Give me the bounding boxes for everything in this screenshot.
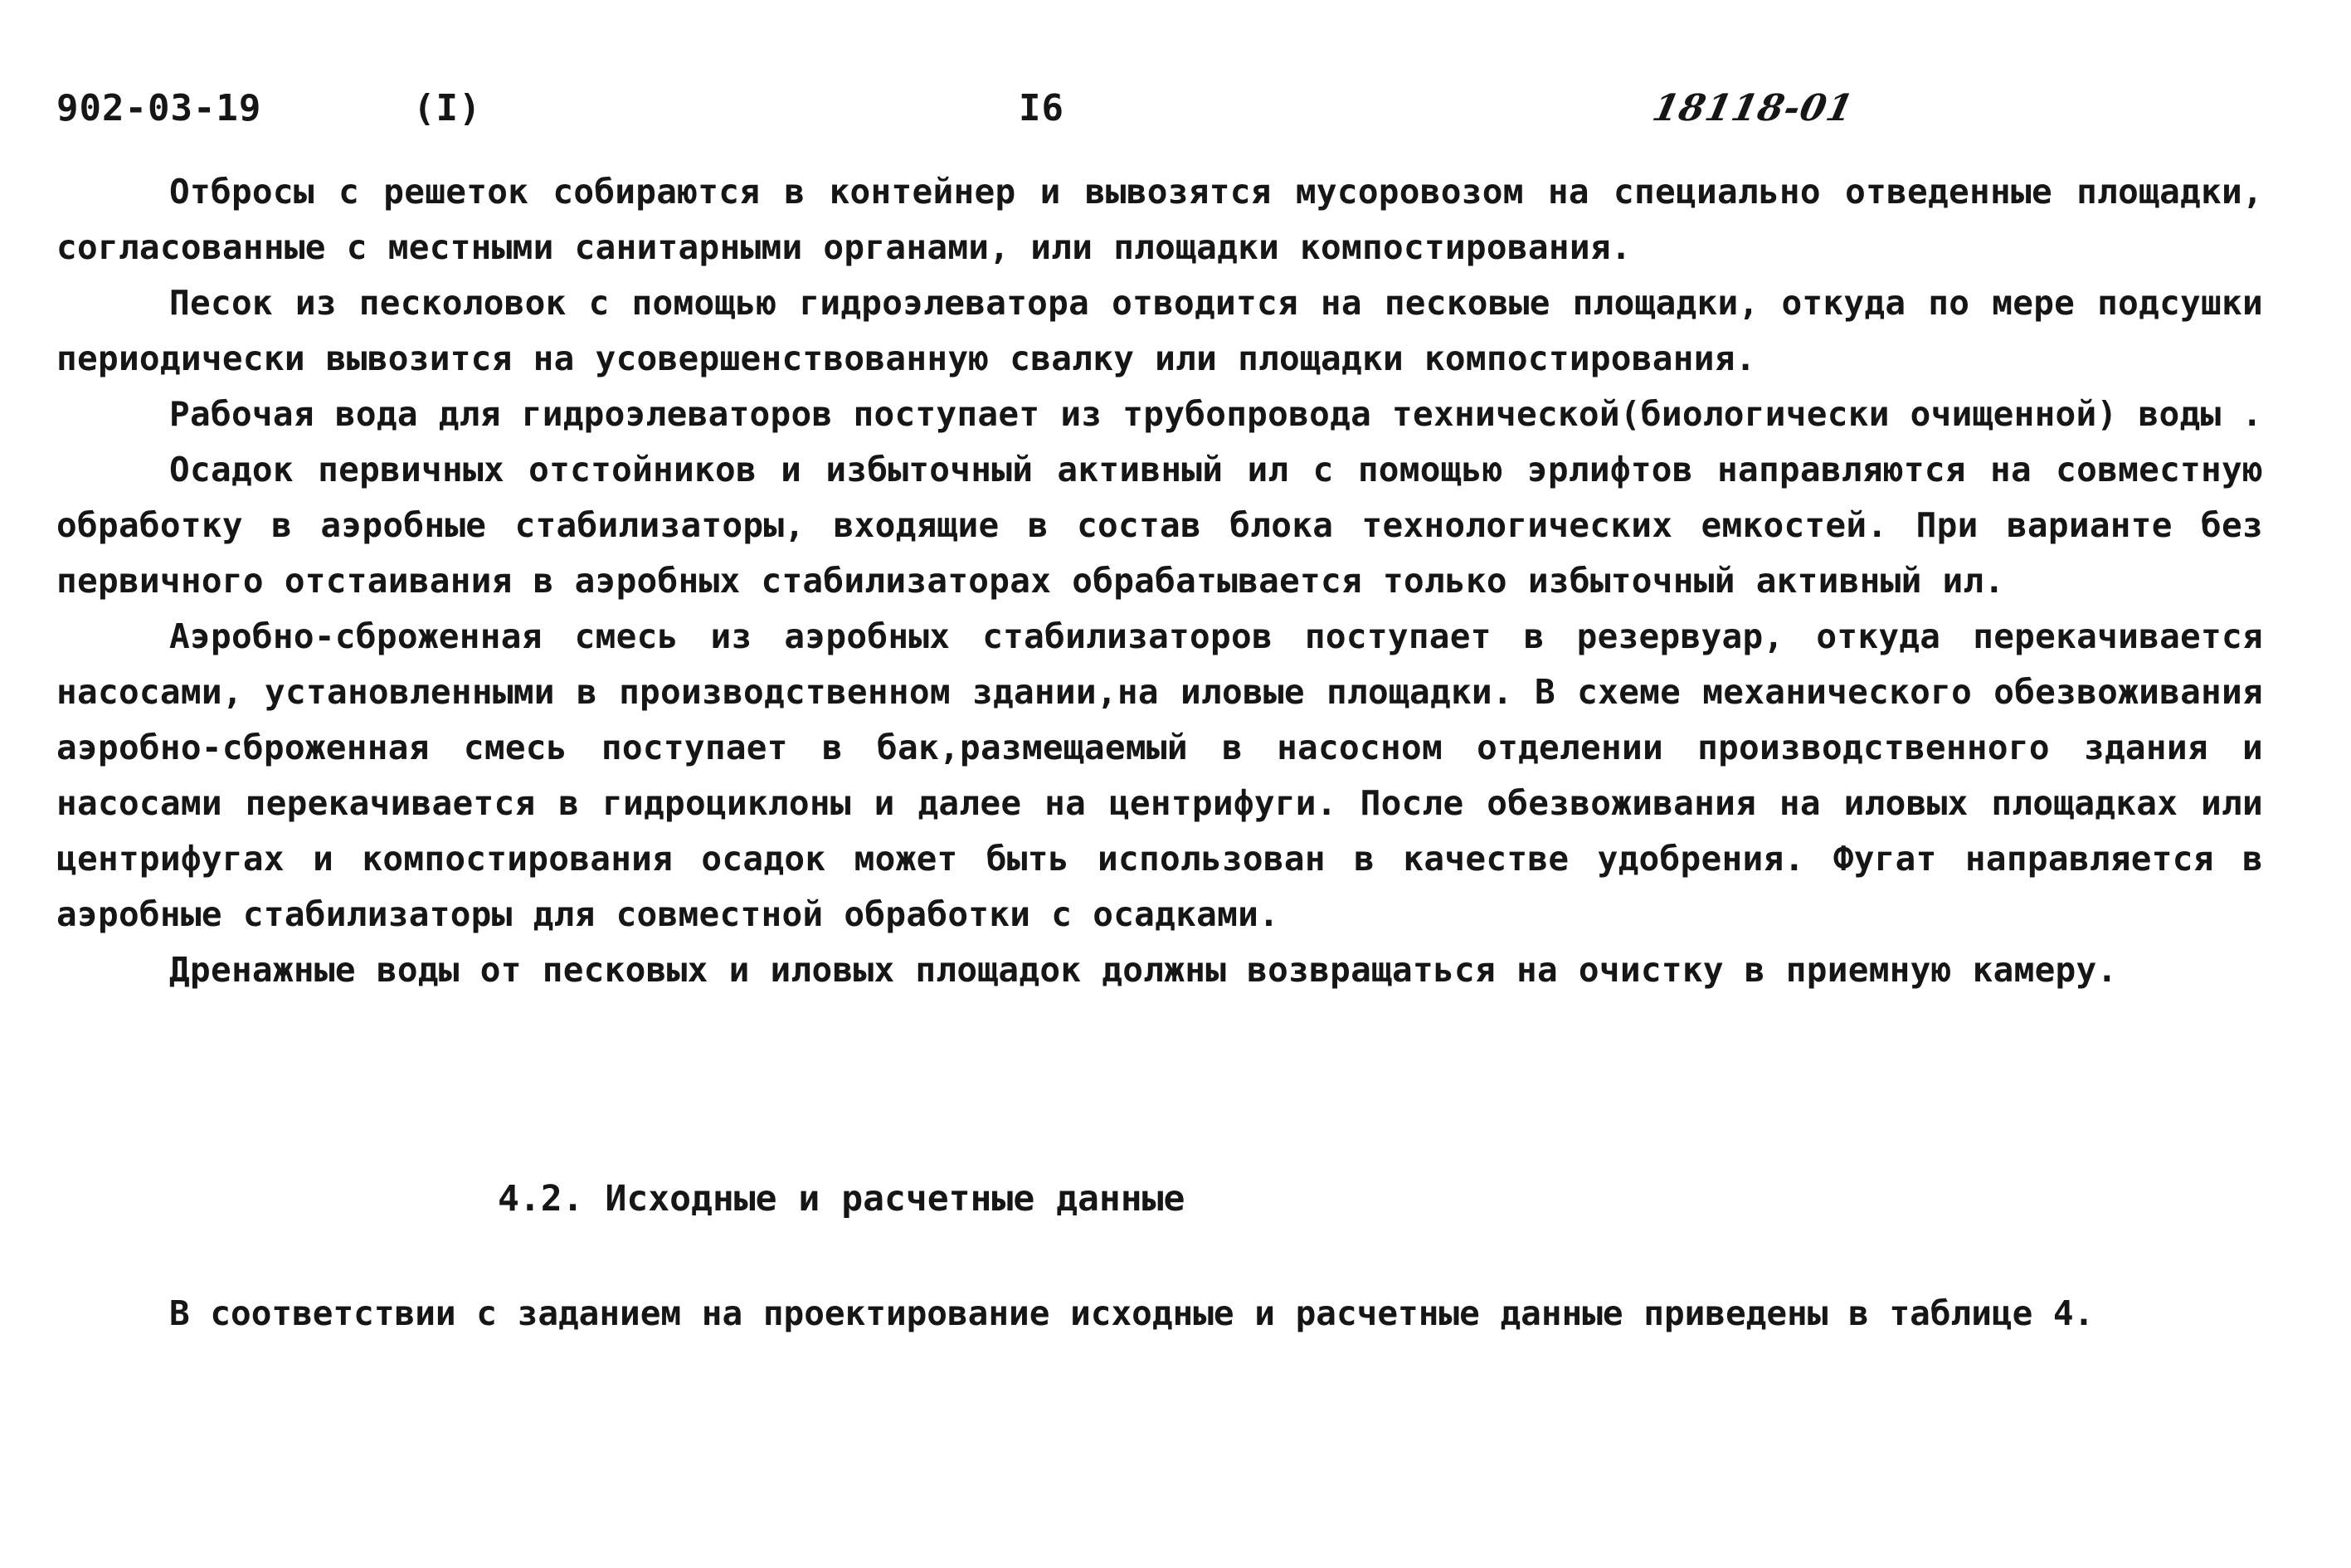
paragraph-aerobic-mixture: Аэробно-сброженная смесь из аэробных стабилизаторов поступает в резервуар, откуда перекачивается насосами, установленными в производственном здании,на иловые площадки. В схеме механического обезвоживания аэробно-сброженная смесь поступает в бак,размещаемый в насосном отделении производственного здания и насосами перекачивается в гидроциклоны и далее на центрифуги. После обезвоживания на иловых площадках или центрифугах и компостирования осадок может быть использован в качестве удобрения. Фугат направляется в аэробные стабилизаторы для совместной обработки с осадками.	[56, 616, 2263, 934]
paragraph-working-water: Рабочая вода для гидроэлеваторов поступает из трубопровода технической(биологически очищенной) воды .	[169, 394, 2263, 434]
page-number: I6	[1019, 87, 1064, 129]
paragraph-drainage: Дренажные воды от песковых и иловых площадок должны возвращаться на очистку в приемную камеру.	[169, 950, 2118, 990]
document-code: 902-03-19	[56, 87, 262, 129]
section-heading: 4.2. Исходные и расчетные данные	[498, 1178, 1185, 1220]
paragraph-sand: Песок из песколовок с помощью гидроэлеватора отводится на песковые площадки, откуда по мере подсушки периодически вывозится на усовершенствованную свалку или площадки компостирования.	[56, 283, 2263, 378]
handwritten-inventory-number: 18118-01	[1648, 87, 1857, 129]
sheet-part: (I)	[413, 87, 482, 129]
section-paragraph: В соответствии с заданием на проектирование исходные и расчетные данные приведены в таблице 4.	[169, 1293, 2095, 1333]
body-text	[56, 164, 2263, 998]
page-header	[56, 87, 2296, 145]
paragraph-screenings: Отбросы с решеток собираются в контейнер и вывозятся мусоровозом на специально отведенные площадки, согласованные с местными санитарными органами, или площадки компостирования.	[56, 172, 2263, 267]
paragraph-sludge: Осадок первичных отстойников и избыточный активный ил с помощью эрлифтов направляются на совместную обработку в аэробные стабилизаторы, входящие в состав блока технологических емкостей. При варианте без первичного отстаивания в аэробных стабилизаторах обрабатывается только избыточный активный ил.	[56, 450, 2263, 601]
